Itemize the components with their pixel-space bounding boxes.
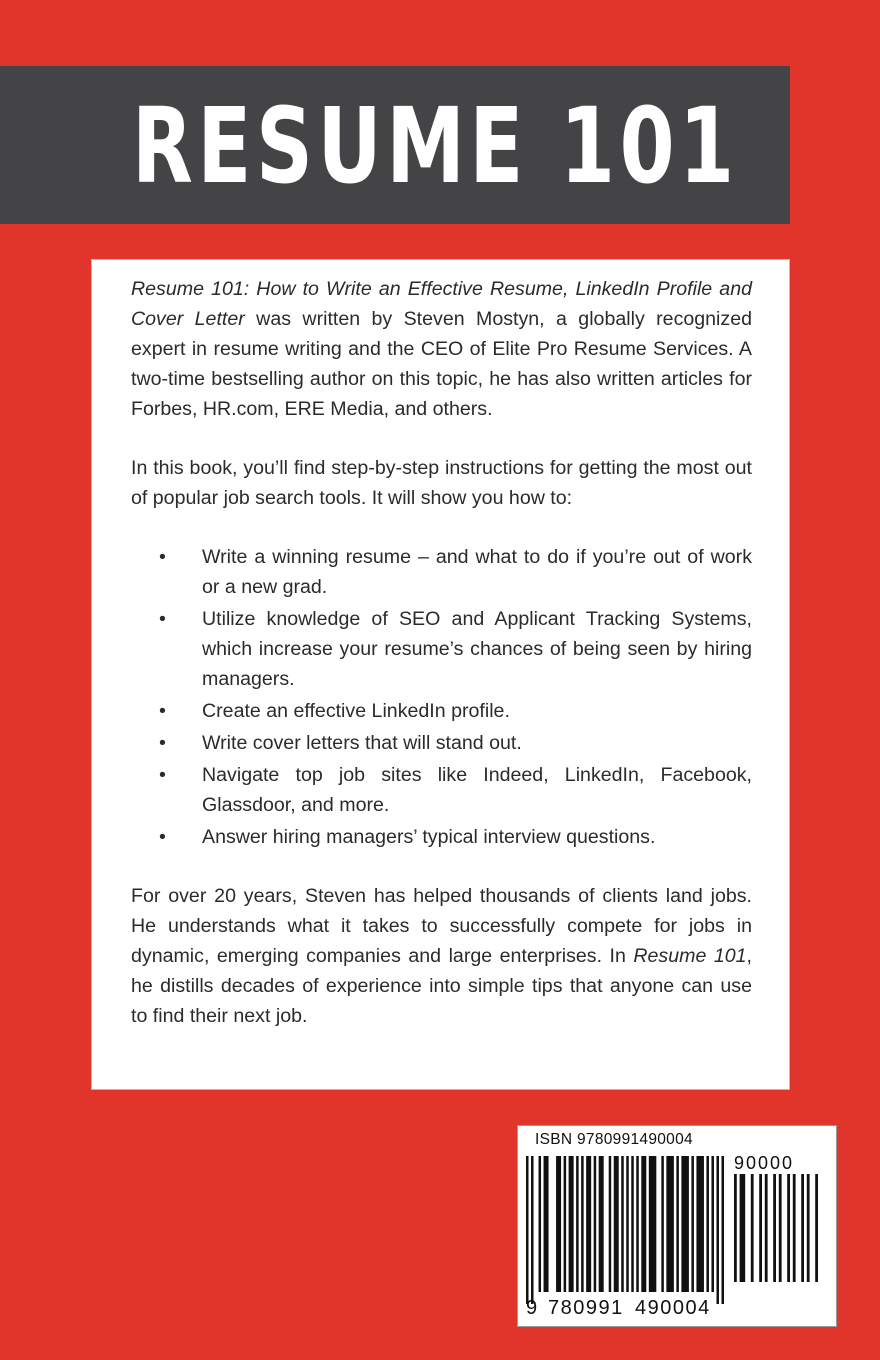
barcode-bar [576,1156,579,1292]
bullet-icon: • [159,608,166,630]
ean-first-digit: 9 [526,1297,539,1319]
barcode-bar [621,1156,624,1292]
title-band [0,66,790,224]
barcode-bar [661,1156,664,1292]
barcode-bar [641,1156,646,1292]
bullet-icon: • [159,732,166,754]
barcode-bar [649,1156,657,1292]
list-item [131,604,752,694]
barcode-box [517,1125,837,1327]
barcode-bar [706,1156,709,1292]
book-title-inline: Resume 101 [633,945,747,967]
blurb-content [131,274,752,1060]
list-item [131,542,752,602]
barcode-bar [539,1156,542,1292]
barcode-bar [740,1174,746,1282]
barcode-bar [751,1174,754,1282]
barcode-bar [569,1156,574,1292]
list-item-text: Navigate top job sites like Indeed, LinkedIn, Facebook, Glassdoor, and more. [202,764,752,816]
barcode-bar [787,1174,790,1282]
barcode-bar [793,1174,796,1282]
barcode-bar [696,1156,704,1292]
barcode-bar [779,1174,782,1282]
book-title: RESUME 101 [132,85,739,207]
barcode-bar [599,1156,604,1292]
price-addon-barcode [734,1174,820,1294]
barcode-bar [666,1156,674,1292]
barcode-bar [531,1156,534,1304]
barcode-bar [765,1174,768,1282]
barcode-bar [586,1156,591,1292]
bullet-icon: • [159,826,166,848]
bullet-icon: • [159,700,166,722]
barcode-bar [626,1156,629,1292]
barcode-bar [581,1156,584,1292]
ean-digits [524,1297,724,1323]
bullet-icon: • [159,764,166,786]
blurb-paragraph-3 [131,881,752,1031]
barcode-bar [609,1156,612,1292]
barcode-bar [807,1174,810,1282]
author-intro: was written by Steven Mostyn, a globally recognized expert in resume writing and the CEO of Elite Pro Resume Services. A two-time bestselling author on this topic, he has also written articles for Forbes, HR.com, ERE Media, and others. [131,308,752,420]
list-item [131,696,752,726]
blurb-paragraph-2: In this book, you’ll find step-by-step instructions for getting the most out of popular job search tools. It will show you how to: [131,457,752,509]
barcode-bar [564,1156,567,1292]
barcode-bar [801,1174,804,1282]
barcode-bar [556,1156,561,1292]
list-item-text: Create an effective LinkedIn profile. [202,700,510,722]
barcode-bar [676,1156,679,1292]
barcode-bar [631,1156,634,1292]
barcode-bar [759,1174,762,1282]
author-experience: For over 20 years, Steven has helped thousands of clients land jobs. He understands what it takes to successfully compete for jobs in dynamic, emerging companies and large enterprises. In [131,885,752,967]
list-item [131,822,752,852]
barcode-bar [815,1174,818,1282]
barcode-bar [734,1174,737,1282]
list-item-text: Write a winning resume – and what to do if you’re out of work or a new grad. [202,546,752,598]
barcode-bar [614,1156,619,1292]
barcode-bar [594,1156,597,1292]
barcode-bar [636,1156,639,1292]
barcode-bar [773,1174,776,1282]
barcode-bar [691,1156,694,1292]
list-item [131,760,752,820]
barcode-bar [526,1156,529,1304]
bullet-icon: • [159,546,166,568]
barcode-bar [681,1156,689,1292]
barcode-bar [711,1156,714,1292]
isbn-label: ISBN 9780991490004 [535,1131,693,1148]
ean-right-digits: 490004 [635,1297,711,1319]
blurb-panel [91,259,790,1090]
list-item-text: Answer hiring managers’ typical interview questions. [202,826,656,848]
list-item [131,728,752,758]
barcode-bar [721,1156,724,1304]
price-code: 90000 [734,1153,795,1173]
book-full-title: Resume 101: How to Write an Effective Resume, LinkedIn Profile and Cover Letter [131,278,752,330]
author-summary: , he distills decades of experience into simple tips that anyone can use to find their next job. [131,945,752,1027]
barcode-bar [716,1156,719,1304]
feature-list [131,542,752,852]
ean-barcode [526,1156,728,1304]
ean-left-digits: 780991 [548,1297,624,1319]
barcode-bar [544,1156,549,1292]
list-item-text: Utilize knowledge of SEO and Applicant Tracking Systems, which increase your resume’s chances of being seen by hiring managers. [202,608,752,690]
blurb-paragraph-1 [131,274,752,424]
list-item-text: Write cover letters that will stand out. [202,732,522,754]
